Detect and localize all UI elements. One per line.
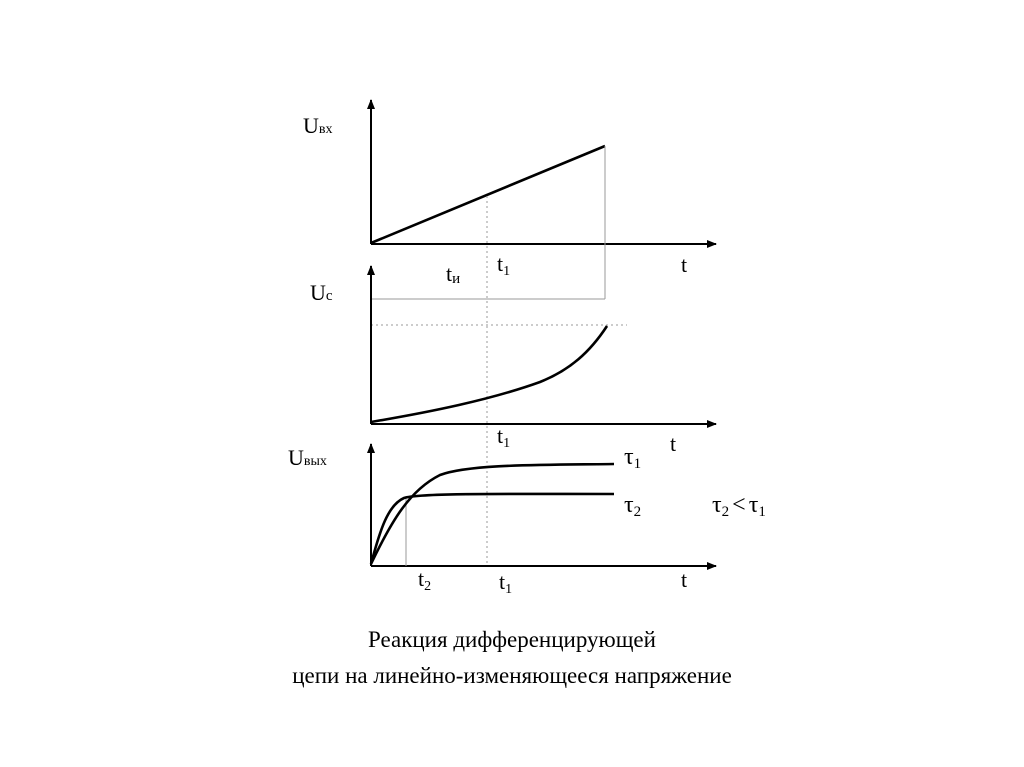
input-x-label: t [681, 252, 688, 277]
tau-relation: τ2 < τ1 [712, 492, 766, 520]
pulse-duration-label: tи [446, 261, 461, 287]
tau1-curve-label: τ1 [624, 444, 642, 472]
caption-line-2: цепи на линейно-изменяющееся напряжение [292, 663, 732, 688]
output-t2-label: t2 [418, 566, 432, 594]
capacitor-voltage-curve [371, 326, 607, 422]
capacitor-t1-label: t1 [497, 423, 511, 451]
output-curve-tau1 [371, 464, 614, 564]
output-y-label: Uвых [288, 445, 327, 470]
output-curve-tau2 [371, 494, 614, 564]
caption-line-1: Реакция дифференцирующей [368, 627, 656, 652]
capacitor-y-label: Uc [310, 280, 333, 305]
panel-input [303, 100, 716, 566]
input-t1-label: t1 [497, 251, 511, 279]
input-y-label: Uвх [303, 113, 333, 138]
panel-output [288, 444, 766, 597]
tau2-curve-label: τ2 [624, 492, 642, 520]
input-ramp-line [371, 146, 605, 243]
panel-capacitor [310, 266, 716, 456]
capacitor-x-label: t [670, 431, 677, 456]
output-t1-label: t1 [499, 569, 513, 597]
output-x-label: t [681, 567, 688, 592]
